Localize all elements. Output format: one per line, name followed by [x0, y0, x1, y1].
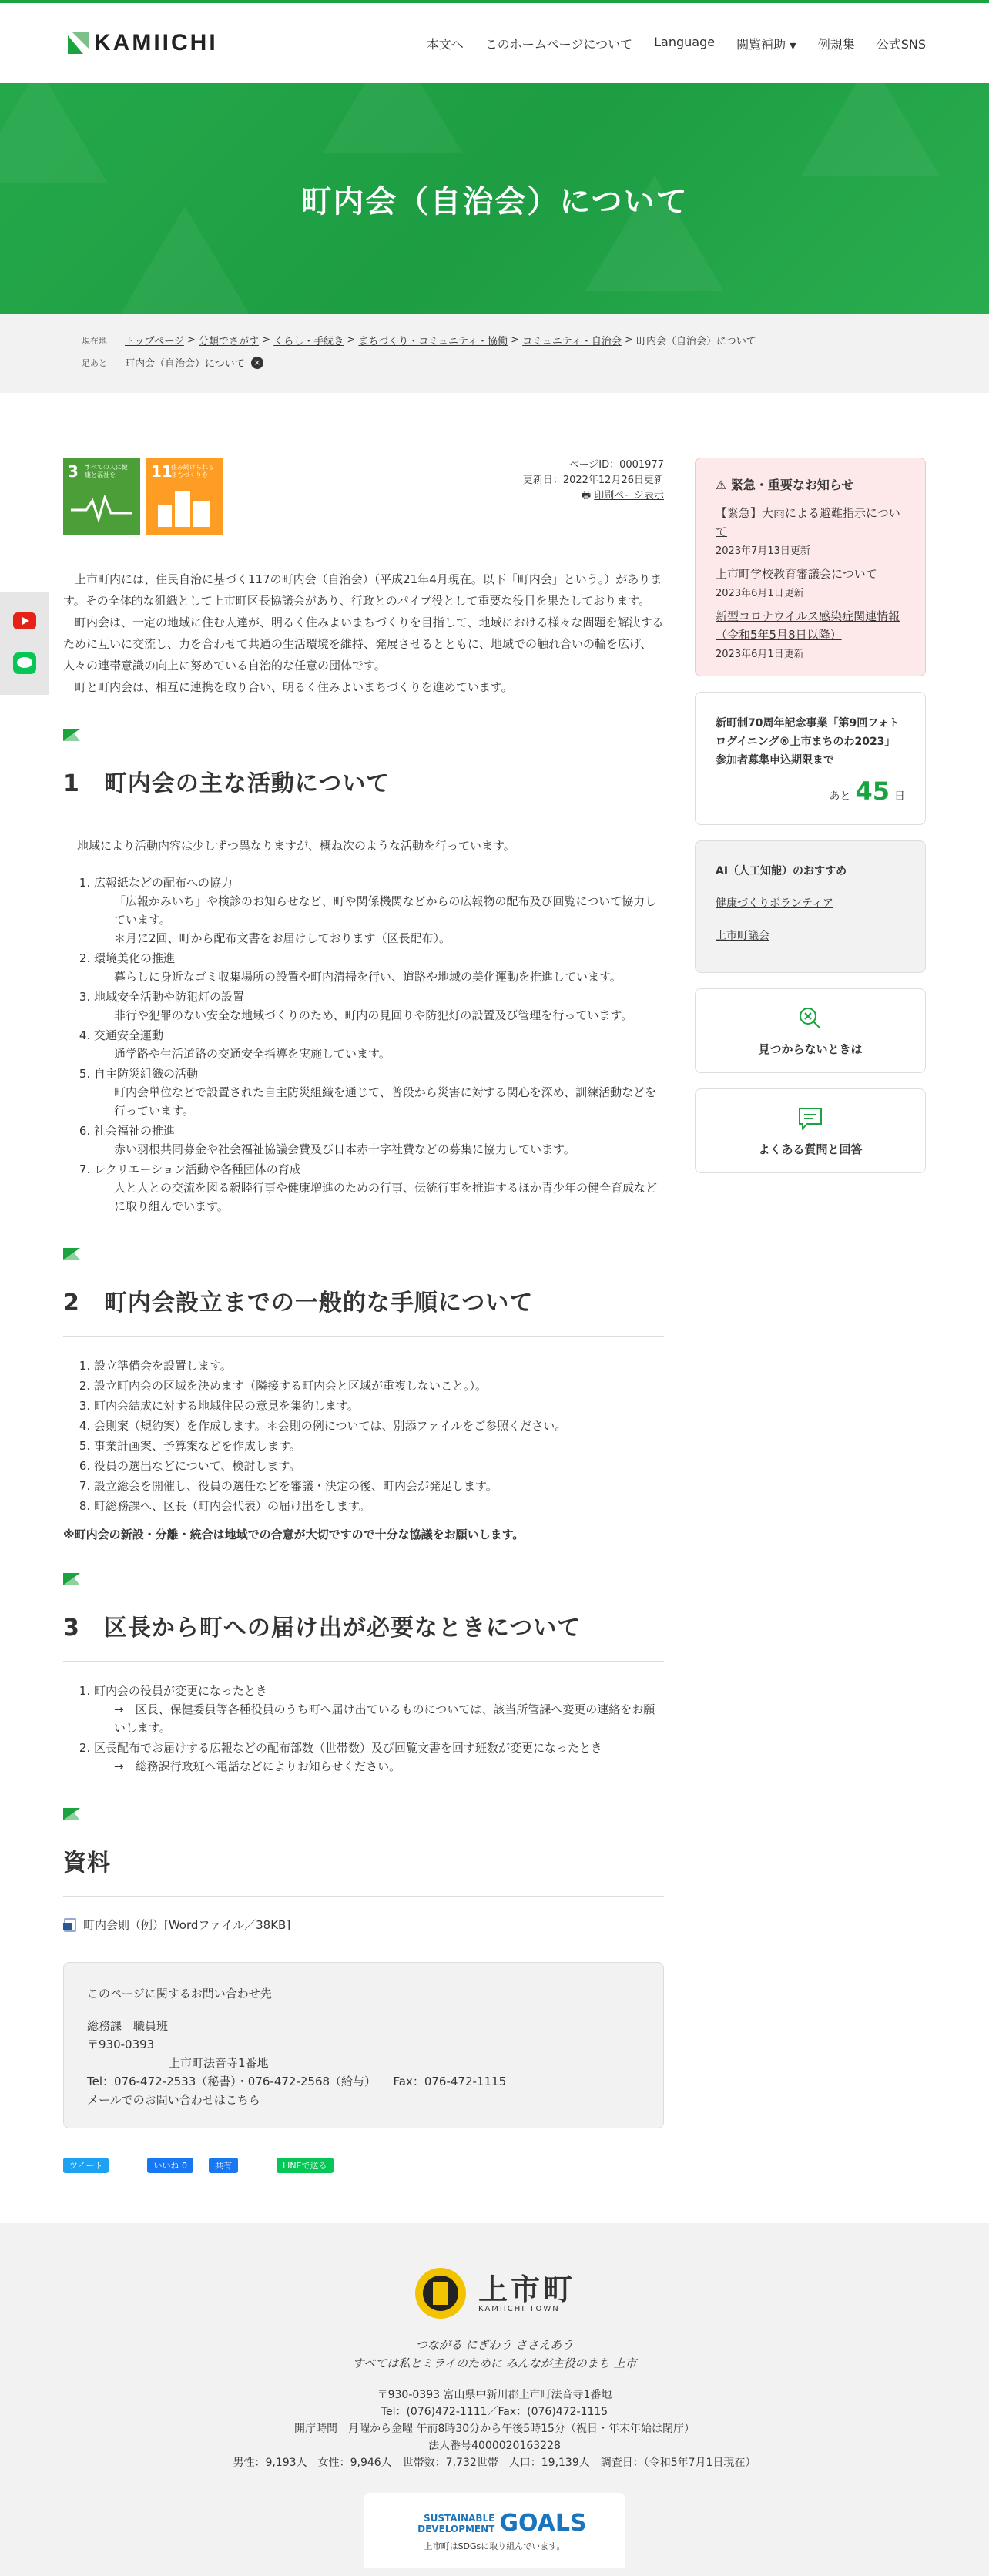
- nav-official-sns[interactable]: 公式SNS: [876, 36, 926, 52]
- ai-link[interactable]: 健康づくりボランティア: [716, 897, 833, 910]
- page-title: 町内会（自治会）について: [300, 183, 689, 220]
- city-buildings-icon: [158, 491, 212, 527]
- item-detail: 人と人との交流を図る親睦行事や健康増進のための行事、伝統行事を推進するほか青少年の健全育成などに取り組んでいます。: [114, 1181, 658, 1213]
- green-flag-icon: [63, 729, 80, 741]
- breadcrumb: 現在地 トップページ > 分類でさがす > くらし・手続き > まちづくり・コミュニティ・協働 > コミュニティ・自治会 > 町内会（自治会）について 足あと 町内会（自治会）について ×: [0, 314, 989, 393]
- sdg-num: 11: [151, 462, 173, 481]
- item-detail: 非行や犯罪のない安全な地域づくりのため、町内の見回りや防犯灯の設置及び管理を行っています。: [114, 1008, 633, 1022]
- footer-corp-number: 法人番号4000020163228: [428, 2440, 561, 2452]
- list-item: [94, 1122, 664, 1159]
- list-item: [94, 1682, 664, 1737]
- notification-list: [94, 1682, 664, 1776]
- intro-paragraph: 上市町内には、住民自治に基づく117の町内会（自治会）（平成21年4月現在。以下「町内会」という。）があります。その全体的な組織として上市町区長協議会があり、行政とのパイプ役として重要な役目を果たしております。: [63, 572, 662, 608]
- page-info: [523, 458, 664, 535]
- footer-slogan: [0, 2336, 989, 2373]
- breadcrumb-label: 現在地: [82, 335, 107, 346]
- ai-title: AI（人工知能）のおすすめ: [716, 865, 847, 877]
- list-item: 4. 会則案（規約案）を作成します。＊会則の例については、別添ファイルをご参照ください。: [94, 1417, 664, 1435]
- document-link[interactable]: [63, 1917, 664, 1933]
- list-item: 7. 設立総会を開催し、役員の選任などを審議・決定の後、町内会が発足します。: [94, 1477, 664, 1495]
- facebook-like-button[interactable]: いいね 0: [147, 2158, 193, 2173]
- contact-tel: Tel：076-472-2533（秘書）・076-472-2568（給与） Fax：076-472-1115: [87, 2075, 507, 2088]
- emergency-link[interactable]: 【緊急】大雨による避難指示について: [716, 506, 900, 538]
- contact-title: このページに関するお問い合わせ先: [87, 1987, 272, 2001]
- floating-sns-bar: [0, 592, 49, 695]
- town-emblem-icon: [414, 2266, 468, 2320]
- logo-mark-icon: [68, 32, 89, 54]
- warning-icon: ⚠: [716, 478, 727, 492]
- item-title: 交通安全運動: [94, 1028, 164, 1042]
- hero-pattern: [801, 83, 940, 176]
- sdg-num: 3: [68, 462, 79, 481]
- list-item: 1. 設立準備会を設置します。: [94, 1357, 664, 1375]
- breadcrumb-link-community[interactable]: コミュニティ・自治会: [522, 336, 622, 347]
- nav-accessibility[interactable]: [736, 35, 796, 52]
- activities-list: [94, 874, 664, 1216]
- footer-town-name-en: KAMIICHI TOWN: [478, 2304, 560, 2313]
- breadcrumb-link-life[interactable]: くらし・手続き: [273, 336, 344, 347]
- hero-pattern: [324, 83, 462, 153]
- item-detail: → 総務課行政班へ電話などによりお知らせください。: [114, 1759, 401, 1773]
- contact-address: 上市町法音寺1番地: [169, 2056, 269, 2070]
- emergency-date: 2023年6月1日更新: [716, 588, 804, 599]
- list-item: 2. 設立町内会の区域を決めます（隣接する町内会と区域が重複しないこと。）。: [94, 1377, 664, 1395]
- contact-dept-link[interactable]: 総務課: [87, 2019, 122, 2033]
- item-title: 地域安全活動や防犯灯の設置: [94, 990, 245, 1004]
- procedure-note: ※町内会の新設・分離・統合は地域での合意が大切ですので十分な協議をお願いします。: [63, 1528, 525, 1541]
- ai-link[interactable]: 上市町議会: [716, 930, 769, 942]
- chat-bubble-icon: [796, 1105, 824, 1132]
- caret-down-icon: ▼: [790, 40, 796, 51]
- hero-banner: [0, 83, 989, 314]
- goals-text-large: GOALS: [499, 2510, 587, 2537]
- hero-pattern: [116, 206, 254, 314]
- site-logo[interactable]: [68, 30, 218, 56]
- item-detail: → 区長、保健委員等各種役員のうち町へ届け出ているものについては、該当所管課へ変更の連絡をお願いします。: [114, 1702, 655, 1735]
- footer-address: [0, 2386, 989, 2471]
- item-title: 環境美化の推進: [94, 951, 176, 965]
- list-item: [94, 1026, 664, 1063]
- intro-paragraph: 町内会は、一定の地域に住む人達が、明るく住みよいまちづくりを目指して、地域における様々な問題を解決するために互いに交流し、力を合わせて共通の生活環境を維持、発展させるとともに、地域での触れ合いの輪を広げ、人々の連帯意識の向上に努めている自治的な任意の団体です。: [63, 615, 664, 673]
- list-item: 3. 町内会結成に対する地域住民の意見を集約します。: [94, 1397, 664, 1415]
- page-updated: 更新日：2022年12月26日更新: [522, 475, 664, 486]
- intro-paragraph: 町と町内会は、相互に連携を取り合い、明るく住みよいまちづくりを進めています。: [75, 680, 513, 694]
- green-flag-icon: [63, 1573, 80, 1585]
- print-link[interactable]: [523, 488, 664, 504]
- item-note: ＊月に2回、町から配布文書をお届けしております（区長配布）。: [114, 931, 451, 945]
- footprint-item[interactable]: 町内会（自治会）について: [125, 358, 245, 370]
- list-item: [94, 988, 664, 1025]
- emergency-link[interactable]: 新型コロナウイルス感染症関連情報（令和5年5月8日以降）: [716, 609, 900, 642]
- sdg-goal-11-icon: [146, 458, 223, 535]
- word-file-icon: [63, 1918, 77, 1932]
- close-icon[interactable]: ×: [251, 357, 263, 369]
- section-lead: 地域により活動内容は少しずつ異なりますが、概ね次のような活動を行っています。: [77, 839, 515, 853]
- page-id: ページID：0001977: [568, 459, 664, 471]
- footer-town-name: 上市町: [478, 2272, 575, 2306]
- item-detail: 暮らしに身近なゴミ収集場所の設置や町内清掃を行い、道路や地域の美化運動を推進しています。: [114, 970, 622, 984]
- slogan-line: すべては私とミライのために みんなが主役のまち 上市: [352, 2356, 637, 2370]
- nav-language[interactable]: Language: [654, 34, 716, 49]
- green-flag-icon: [63, 1808, 80, 1820]
- document-link-label[interactable]: 町内会則（例）[Wordファイル／38KB]: [83, 1918, 291, 1932]
- section-heading-procedure: 2 町内会設立までの一般的な手順について: [63, 1283, 664, 1337]
- countdown-days: 45: [855, 776, 890, 806]
- faq-link[interactable]: [695, 1088, 926, 1173]
- emergency-title: 緊急・重要なお知らせ: [730, 478, 854, 492]
- section-heading-activities: 1 町内会の主な活動について: [63, 764, 664, 817]
- site-header: [0, 3, 989, 83]
- breadcrumb-current: 町内会（自治会）について: [636, 336, 756, 347]
- footer-logo: [0, 2266, 989, 2320]
- sdg-text: すべての人に健康と福祉を: [85, 464, 128, 478]
- main-content: [63, 458, 664, 2173]
- emergency-date: 2023年7月13日更新: [716, 545, 810, 557]
- countdown-pre: あと: [829, 790, 851, 803]
- procedure-list: [94, 1357, 664, 1515]
- green-flag-icon: [63, 1248, 80, 1260]
- breadcrumb-link-community-dev[interactable]: まちづくり・コミュニティ・協働: [358, 336, 508, 347]
- item-title: 広報紙などの配布への協力: [94, 876, 233, 890]
- item-title: 社会福祉の推進: [94, 1124, 176, 1138]
- item-title: 自主防災組織の活動: [94, 1067, 199, 1081]
- facebook-share-button[interactable]: 共有: [209, 2158, 238, 2173]
- logo-text: KAMIICHI: [94, 30, 218, 55]
- countdown-text: 新町制70周年記念事業「第9回フォトログイニング®上市まちのわ2023」参加者募集申込期限まで: [716, 717, 900, 766]
- list-item: 5. 事業計画案、予算案などを作成します。: [94, 1437, 664, 1455]
- item-title: 町内会の役員が変更になったとき: [94, 1684, 268, 1698]
- line-share-button[interactable]: LINEで送る: [277, 2158, 334, 2173]
- item-title: レクリエーション活動や各種団体の育成: [94, 1162, 301, 1176]
- nav-skip-to-content[interactable]: 本文へ: [426, 36, 464, 52]
- tweet-button[interactable]: ツイート: [63, 2158, 109, 2173]
- contact-box: [63, 1962, 664, 2128]
- contact-zip: 〒930-0393: [87, 2038, 155, 2051]
- not-found-link[interactable]: [695, 988, 926, 1073]
- footer-addr: 〒930-0393 富山県中新川郡上市町法音寺1番地: [377, 2389, 612, 2401]
- nav-regulations[interactable]: 例規集: [817, 36, 855, 52]
- list-item: [94, 1739, 664, 1776]
- nav-about-site[interactable]: このホームページについて: [484, 36, 633, 52]
- list-item: 6. 役員の選出などについて、検討します。: [94, 1457, 664, 1475]
- search-x-icon: [797, 1005, 823, 1031]
- goals-text-small: SUSTAINABLE DEVELOPMENT: [417, 2512, 495, 2534]
- item-title: 区長配布でお届けする広報などの配布部数（世帯数）及び回覧文書を回す班数が変更になったとき: [94, 1741, 603, 1755]
- section-heading-notifications: 3 区長から町への届け出が必要なときについて: [63, 1608, 664, 1662]
- breadcrumb-link-top[interactable]: トップページ: [125, 336, 184, 347]
- list-item: [94, 949, 664, 986]
- hero-pattern: [0, 83, 108, 183]
- emergency-date: 2023年6月1日更新: [716, 649, 804, 660]
- emergency-notices: [695, 458, 926, 676]
- line-icon[interactable]: [13, 652, 36, 674]
- share-buttons: [63, 2158, 664, 2173]
- contact-team: 職員班: [133, 2019, 169, 2033]
- list-item: [94, 1160, 664, 1216]
- item-detail: 赤い羽根共同募金や社会福祉協議会費及び日本赤十字社費などの募集に協力しています。: [114, 1142, 575, 1156]
- heartbeat-icon: [71, 495, 132, 525]
- list-item: [94, 874, 664, 948]
- nav-accessibility-label: 閲覧補助: [736, 36, 786, 52]
- ai-recommendations: [695, 840, 926, 973]
- item-detail: 「広報かみいち」や検診のお知らせなど、町や関係機関などからの広報物の配布及び回覧について協力しています。: [114, 894, 657, 927]
- faq-label: よくある質問と回答: [758, 1142, 863, 1156]
- list-item: [94, 1065, 664, 1120]
- footer-population: 男性：9,193人 女性：9,946人 世帯数：7,732世帯 人口：19,139人 調査日：（令和5年7月1日現在）: [233, 2457, 756, 2469]
- intro-text: [63, 569, 664, 698]
- footer-hours: 開庁時間 月曜から金曜 午前8時30分から午後5時15分（祝日・年末年始は閉庁）: [294, 2423, 695, 2435]
- site-footer: [0, 2223, 989, 2576]
- youtube-icon[interactable]: [13, 612, 36, 629]
- printer-icon: 🖶: [581, 490, 592, 501]
- sdg-text: 住み続けられるまちづくりを: [171, 464, 214, 478]
- list-item: 8. 町総務課へ、区長（町内会代表）の届け出をします。: [94, 1497, 664, 1515]
- slogan-line: つながる にぎわう ささえあう: [415, 2338, 574, 2352]
- footprint-label: 足あと: [82, 357, 107, 368]
- item-detail: 町内会単位などで設置された自主防災組織を通じて、普段から災害に対する関心を深め、訓練活動などを行っています。: [114, 1085, 657, 1118]
- sidebar: [695, 458, 926, 2173]
- not-found-label: 見つからないときは: [758, 1041, 863, 1056]
- global-nav: [427, 35, 926, 52]
- footer-tel: Tel：(076)472-1111／Fax：(076)472-1115: [381, 2406, 608, 2418]
- countdown-post: 日: [894, 790, 905, 803]
- print-link-label[interactable]: 印刷ページ表示: [594, 490, 664, 501]
- breadcrumb-link-category[interactable]: 分類でさがす: [199, 336, 260, 347]
- sdgs-banner[interactable]: [364, 2493, 625, 2568]
- item-detail: 通学路や生活道路の交通安全指導を実施しています。: [114, 1047, 391, 1061]
- emergency-link[interactable]: 上市町学校教育審議会について: [716, 567, 877, 581]
- goals-caption: 上市町はSDGsに取り組んでいます。: [424, 2541, 565, 2551]
- sdgs-icons: [63, 458, 223, 535]
- countdown-box[interactable]: [695, 692, 926, 825]
- section-heading-materials: 資料: [63, 1843, 664, 1897]
- sdg-goal-3-icon: [63, 458, 140, 535]
- contact-mail-link[interactable]: メールでのお問い合わせはこちら: [87, 2093, 260, 2107]
